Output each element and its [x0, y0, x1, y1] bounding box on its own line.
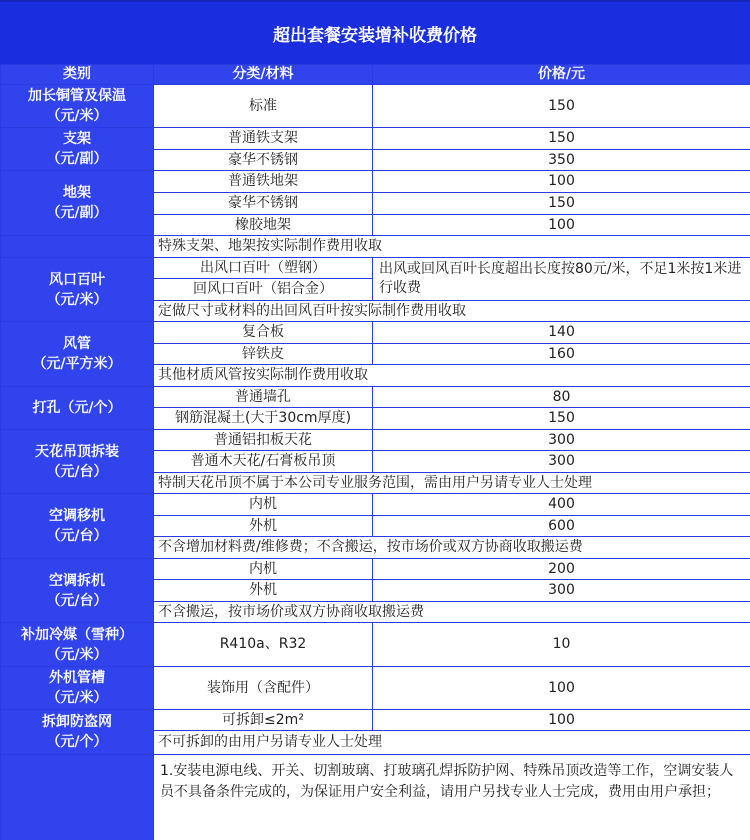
price-table	[0, 64, 750, 840]
footer-row	[1, 755, 750, 840]
item-price: 350	[373, 150, 750, 171]
item-price: 140	[373, 322, 750, 344]
note-text: 不可拆卸的由用户另请专业人士处理	[154, 731, 750, 755]
item-name: 装饰用（含配件）	[154, 667, 373, 710]
header-category: 类别	[1, 65, 154, 85]
item-price: 150	[373, 85, 750, 128]
item-name: 普通木天花/石膏板吊顶	[154, 451, 373, 473]
header-material: 分类/材料	[154, 65, 373, 85]
note-text: 其他材质风管按实际制作费用收取	[154, 365, 750, 387]
item-price: 100	[373, 710, 750, 731]
item-price: 150	[373, 193, 750, 215]
item-name: 豪华不锈钢	[154, 150, 373, 171]
item-name: 复合板	[154, 322, 373, 344]
louver-price-note: 出风或回风百叶长度超出长度按80元/米，不足1米按1米进行收费	[373, 258, 750, 301]
item-name: 内机	[154, 494, 373, 516]
category-ceiling: 天花吊顶拆装 （元/台）	[1, 430, 154, 494]
category-duct: 风管 （元/平方米）	[1, 322, 154, 387]
table-row	[1, 430, 750, 451]
item-name: 普通铁支架	[154, 128, 373, 150]
item-name: 豪华不锈钢	[154, 193, 373, 215]
table-row	[1, 559, 750, 580]
note-text: 特制天花吊顶不属于本公司专业服务范围，需由用户另请专业人士处理	[154, 473, 750, 494]
item-name: 内机	[154, 559, 373, 580]
category-trough: 外机管槽 （元/米）	[1, 667, 154, 710]
item-price: 300	[373, 451, 750, 473]
category-empty	[1, 236, 154, 258]
item-name: 钢筋混凝土(大于30cm厚度)	[154, 408, 373, 430]
table-row	[1, 171, 750, 193]
item-price: 150	[373, 408, 750, 430]
note-text: 定做尺寸或材料的出回风百叶按实际制作费用收取	[154, 301, 750, 322]
category-move: 空调移机 （元/台）	[1, 494, 154, 559]
item-price: 100	[373, 215, 750, 236]
category-floor-rack: 地架 （元/副）	[1, 171, 154, 236]
table-header-row	[1, 65, 750, 85]
item-price: 100	[373, 171, 750, 193]
table-row	[1, 258, 750, 279]
item-price: 600	[373, 516, 750, 537]
item-price: 300	[373, 430, 750, 451]
table-row	[1, 128, 750, 150]
item-price: 150	[373, 128, 750, 150]
item-name: 普通铝扣板天花	[154, 430, 373, 451]
item-price: 10	[373, 623, 750, 667]
item-price: 160	[373, 344, 750, 365]
item-name: 橡胶地架	[154, 215, 373, 236]
item-name: 锌铁皮	[154, 344, 373, 365]
note-text: 不含搬运，按市场价或双方协商收取搬运费	[154, 602, 750, 623]
note-row	[1, 236, 750, 258]
category-dismantle: 空调拆机 （元/台）	[1, 559, 154, 623]
page-title: 超出套餐安装增补收费价格	[0, 0, 750, 64]
item-price: 300	[373, 580, 750, 602]
item-name: 外机	[154, 580, 373, 602]
item-name: 回风口百叶（铝合金）	[154, 279, 373, 301]
category-louver: 风口百叶 （元/米）	[1, 258, 154, 322]
item-name: 标准	[154, 85, 373, 128]
table-row	[1, 387, 750, 408]
item-name: 出风口百叶（塑钢）	[154, 258, 373, 279]
item-name: 可拆卸≤2m²	[154, 710, 373, 731]
item-name: R410a、R32	[154, 623, 373, 667]
category-guard: 拆卸防盗网 （元/个）	[1, 710, 154, 755]
note-text: 不含增加材料费/维修费；不含搬运，按市场价或双方协商收取搬运费	[154, 537, 750, 559]
item-name: 外机	[154, 516, 373, 537]
category-refrigerant: 补加冷媒（雪种） （元/米）	[1, 623, 154, 667]
table-row	[1, 710, 750, 731]
category-bracket: 支架 （元/副）	[1, 128, 154, 171]
item-name: 普通铁地架	[154, 171, 373, 193]
category-copper: 加长铜管及保温 （元/米）	[1, 85, 154, 128]
category-drill: 打孔（元/个）	[1, 387, 154, 430]
item-price: 400	[373, 494, 750, 516]
category-empty	[1, 755, 154, 840]
header-price: 价格/元	[373, 65, 750, 85]
table-row	[1, 667, 750, 710]
table-row	[1, 85, 750, 128]
item-price: 80	[373, 387, 750, 408]
item-price: 200	[373, 559, 750, 580]
item-name: 普通墙孔	[154, 387, 373, 408]
table-row	[1, 623, 750, 667]
note-text: 特殊支架、地架按实际制作费用收取	[154, 236, 750, 258]
item-price: 100	[373, 667, 750, 710]
table-row	[1, 322, 750, 344]
footer-text: 1.安装电源电线、开关、切割玻璃、打玻璃孔焊拆防护网、特殊吊顶改造等工作，空调安装人员不具备条件完成的，为保证用户安全利益，请用户另找专业人士完成，费用由用户承担；	[154, 755, 750, 840]
table-row	[1, 494, 750, 516]
